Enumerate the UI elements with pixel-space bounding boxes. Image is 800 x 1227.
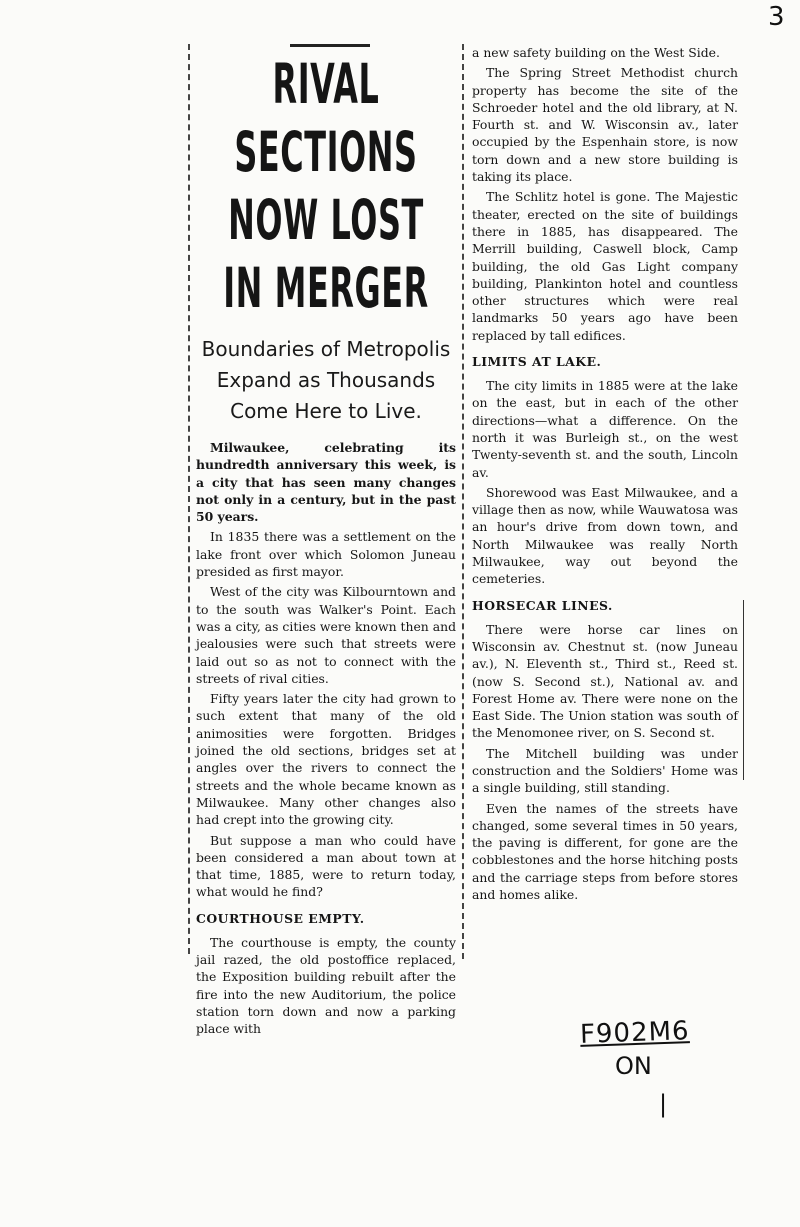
- deck-line-2: Expand as Thousands: [216, 368, 436, 392]
- paragraph: The Mitchell building was under construction and the Soldiers' Home was a single building, still standing.: [472, 745, 738, 796]
- deck: [196, 334, 456, 427]
- lead-paragraph: Milwaukee, celebrating its hundredth anniversary this week, is a city that has seen many changes not only in a century, but in the past 50 years.: [196, 440, 456, 525]
- paragraph: The courthouse is empty, the county jail razed, the old postoffice replaced, the Exposition building rebuilt after the fire into the new Auditorium, the police station torn down and now a parking place with: [196, 934, 456, 1037]
- subhead-courthouse: COURTHOUSE EMPTY.: [196, 910, 365, 926]
- paragraph: The Schlitz hotel is gone. The Majestic theater, erected on the site of buildings there in 1885, has disappeared. The Merrill building, Caswell block, Camp building, the old Gas Light company building, Plankinton hotel and countless other structures which were real landmarks 50 years ago have been replaced by tall edifices.: [472, 189, 738, 343]
- paragraph: Fifty years later the city had grown to such extent that many of the old animosities were forgotten. Bridges joined the old sections, bridges set at angles over the rivers to connect the streets and the whole became known as Milwaukee. Many other changes also had crept into the growing city.: [196, 691, 456, 828]
- handwritten-code: ON: [615, 1052, 652, 1080]
- subhead-horsecar: HORSECAR LINES.: [472, 597, 613, 613]
- headline-line-3: IN MERGER: [223, 256, 429, 320]
- article-column-2: [472, 44, 738, 906]
- paragraph: But suppose a man who could have been considered a man about town at that time, 1885, were to return today, what would he find?: [196, 832, 456, 900]
- headline-line-1: RIVAL SECTIONS: [234, 52, 418, 184]
- page-number: 3: [768, 2, 785, 32]
- paragraph: Shorewood was East Milwaukee, and a village then as now, while Wauwatosa was an hour's drive from down town, and North Milwaukee was really North Milwaukee, way out beyond the cemeteries.: [472, 484, 738, 587]
- article-column-1: [196, 50, 456, 1041]
- handwritten-accession-number: F902M6: [579, 1016, 691, 1050]
- paragraph: West of the city was Kilbourntown and to the south was Walker's Point. Each was a city, as cities were known then and jealousies were such that streets were laid out so as not to connect with the streets of rival cities.: [196, 584, 457, 686]
- paragraph: There were horse car lines on Wisconsin av. Chestnut st. (now Juneau av.), N. Eleventh st., Third st., Reed st. (now S. Second st.), National av. and Forest Home av. There were none on the East Side. The Union station was south of the Menomonee river, on S. Second st.: [472, 621, 738, 741]
- paragraph: In 1835 there was a settlement on the lake front over which Solomon Juneau presided as first mayor.: [196, 529, 456, 580]
- subhead-limits: LIMITS AT LAKE.: [472, 354, 602, 370]
- column-rule-left: [188, 44, 190, 954]
- clipping-top-rule: [290, 44, 370, 47]
- paragraph: The city limits in 1885 were at the lake on the east, but in each of the other directions—what a difference. On the north it was Burleigh st., on the west Twenty-seventh st. and the south, Lincoln av.: [472, 378, 738, 480]
- column-rule-right: [743, 600, 744, 780]
- headline-line-2: NOW LOST: [228, 188, 424, 252]
- paragraph: The Spring Street Methodist church property has become the site of the Schroeder hotel and the old library, at N. Fourth st. and W. Wisconsin av., later occupied by the Espenhain store, is now torn down and a new store building is taking its place.: [472, 65, 738, 185]
- paragraph: Even the names of the streets have changed, some several times in 50 years, the paving is different, for gone are the cobblestones and the horse hitching posts and the carriage steps from before stores and homes alike.: [472, 800, 738, 903]
- deck-line-1: Boundaries of Metropolis: [201, 337, 451, 361]
- paragraph: a new safety building on the West Side.: [472, 45, 720, 60]
- headline: [196, 50, 456, 322]
- handwritten-mark: |: [659, 1090, 668, 1118]
- deck-line-3: Come Here to Live.: [230, 399, 422, 423]
- column-rule-middle: [462, 44, 464, 959]
